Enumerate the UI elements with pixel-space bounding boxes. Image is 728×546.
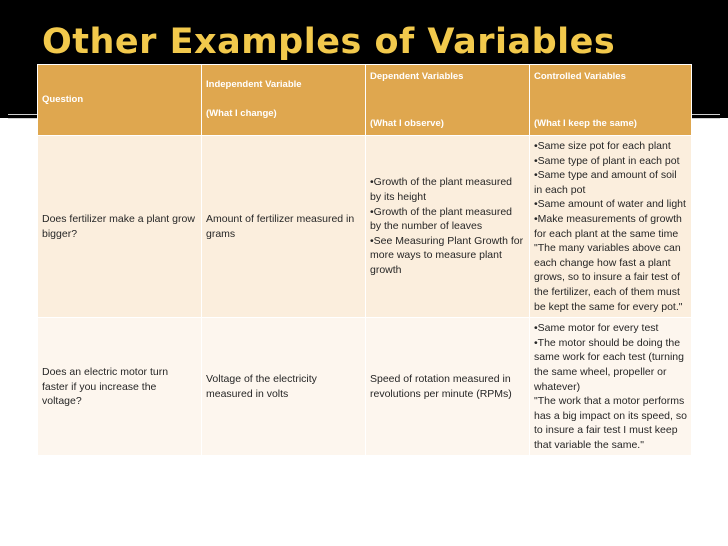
slide-title: Other Examples of Variables xyxy=(42,22,616,62)
independent-cell: Amount of fertilizer measured in grams xyxy=(202,136,366,318)
dependent-item: •See Measuring Plant Growth for more ways to measure plant growth xyxy=(370,234,524,277)
controlled-item: •Same motor for every test xyxy=(534,322,659,335)
controlled-cell xyxy=(530,136,692,318)
header-row xyxy=(38,65,692,136)
header-dependent xyxy=(366,65,530,136)
independent-cell: Voltage of the electricity measured in volts xyxy=(202,318,366,456)
header-dependent-sublabel: (What I observe) xyxy=(370,118,444,130)
controlled-note: "The work that a motor performs has a big impact on its speed, so to insure a fair test I must keep that variable the same." xyxy=(534,395,687,451)
header-controlled-label: Controlled Variables xyxy=(534,71,626,82)
controlled-note: "The many variables above can each change how fast a plant grows, so to insure a fair test of the fertilizer, each of them must be kept the same for every pot." xyxy=(534,242,683,313)
header-independent-sublabel: (What I change) xyxy=(206,108,277,119)
controlled-item: •Same type of plant in each pot xyxy=(534,154,680,167)
header-independent xyxy=(202,65,366,136)
dependent-item: •Growth of the plant measured by the number of leaves xyxy=(370,205,513,233)
question-cell: Does fertilizer make a plant grow bigger? xyxy=(38,136,202,318)
question-cell: Does an electric motor turn faster if you increase the voltage? xyxy=(38,318,202,456)
controlled-item: •Same amount of water and light xyxy=(534,198,686,211)
controlled-item: •The motor should be doing the same work for each test (turning the same wheel, propeller or whatever) xyxy=(534,336,684,393)
header-independent-label: Independent Variable xyxy=(206,79,302,91)
dependent-cell xyxy=(366,318,530,456)
dependent-item: Speed of rotation measured in revolutions per minute (RPMs) xyxy=(370,373,512,400)
controlled-item: •Same size pot for each plant xyxy=(534,140,671,152)
dependent-cell xyxy=(366,136,530,318)
dependent-item: •Growth of the plant measured by its height xyxy=(370,176,513,204)
variables-table xyxy=(37,64,692,456)
header-controlled-sublabel: (What I keep the same) xyxy=(534,118,637,130)
controlled-item: •Same type and amount of soil in each pot xyxy=(534,169,677,196)
table-row xyxy=(38,318,692,456)
table-row xyxy=(38,136,692,318)
header-question xyxy=(38,65,202,136)
header-question-label: Question xyxy=(42,93,84,105)
controlled-cell xyxy=(530,318,692,456)
controlled-item: •Make measurements of growth for each plant at the same time xyxy=(534,212,682,240)
header-controlled xyxy=(530,65,692,136)
header-dependent-label: Dependent Variables xyxy=(370,71,464,82)
